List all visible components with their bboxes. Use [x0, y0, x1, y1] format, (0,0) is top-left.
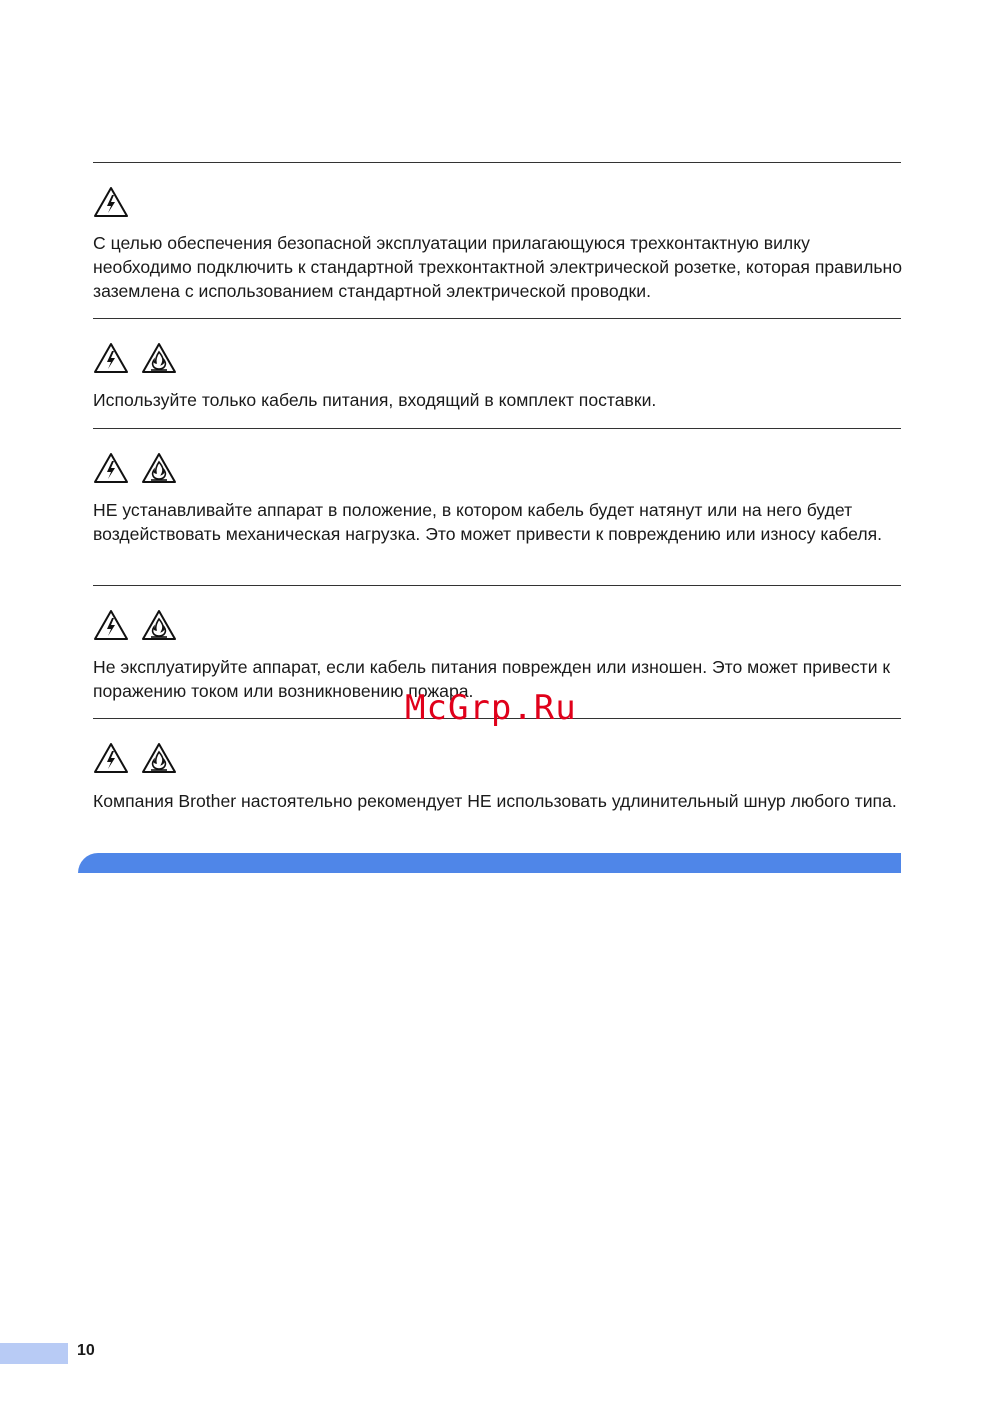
- warning-text: Компания Brother настоятельно рекомендует НЕ использовать удлинительный шнур любого типа.: [93, 791, 897, 811]
- electric-shock-icon: [93, 452, 129, 484]
- watermark: McGrp.Ru: [405, 688, 577, 728]
- page-tab: [0, 1343, 68, 1364]
- warning-text: НЕ устанавливайте аппарат в положение, в котором кабель будет натянут или на него будет воздействовать механическая нагрузка. Это может привести к повреждению или износу кабеля.: [93, 500, 883, 544]
- electric-shock-icon: [93, 186, 129, 218]
- electric-shock-icon: [93, 742, 129, 774]
- warning-icons: [93, 186, 129, 218]
- warning-icons: [93, 452, 177, 484]
- warning-text: Не эксплуатируйте аппарат, если кабель питания поврежден или изношен. Это может привести к поражению током или возникновению пожара.: [93, 657, 891, 701]
- fire-hazard-icon: [141, 452, 177, 484]
- warning-text: С целью обеспечения безопасной эксплуатации прилагающуюся трехконтактную вилку необходимо подключить к стандартной трехконтактной электрической розетке, которая правильно заземлена с использованием стандартной электрической проводки.: [93, 233, 903, 301]
- warning-icons: [93, 342, 177, 374]
- section-divider: [93, 428, 901, 429]
- page-number: 10: [77, 1342, 95, 1359]
- fire-hazard-icon: [141, 742, 177, 774]
- warning-icons: [93, 742, 177, 774]
- electric-shock-icon: [93, 609, 129, 641]
- fire-hazard-icon: [141, 609, 177, 641]
- warning-text: Используйте только кабель питания, входящий в комплект поставки.: [93, 390, 657, 410]
- section-divider: [93, 162, 901, 163]
- fire-hazard-icon: [141, 342, 177, 374]
- section-divider: [93, 318, 901, 319]
- electric-shock-icon: [93, 342, 129, 374]
- warning-icons: [93, 609, 177, 641]
- section-divider: [93, 585, 901, 586]
- section-end-bar: [78, 853, 901, 873]
